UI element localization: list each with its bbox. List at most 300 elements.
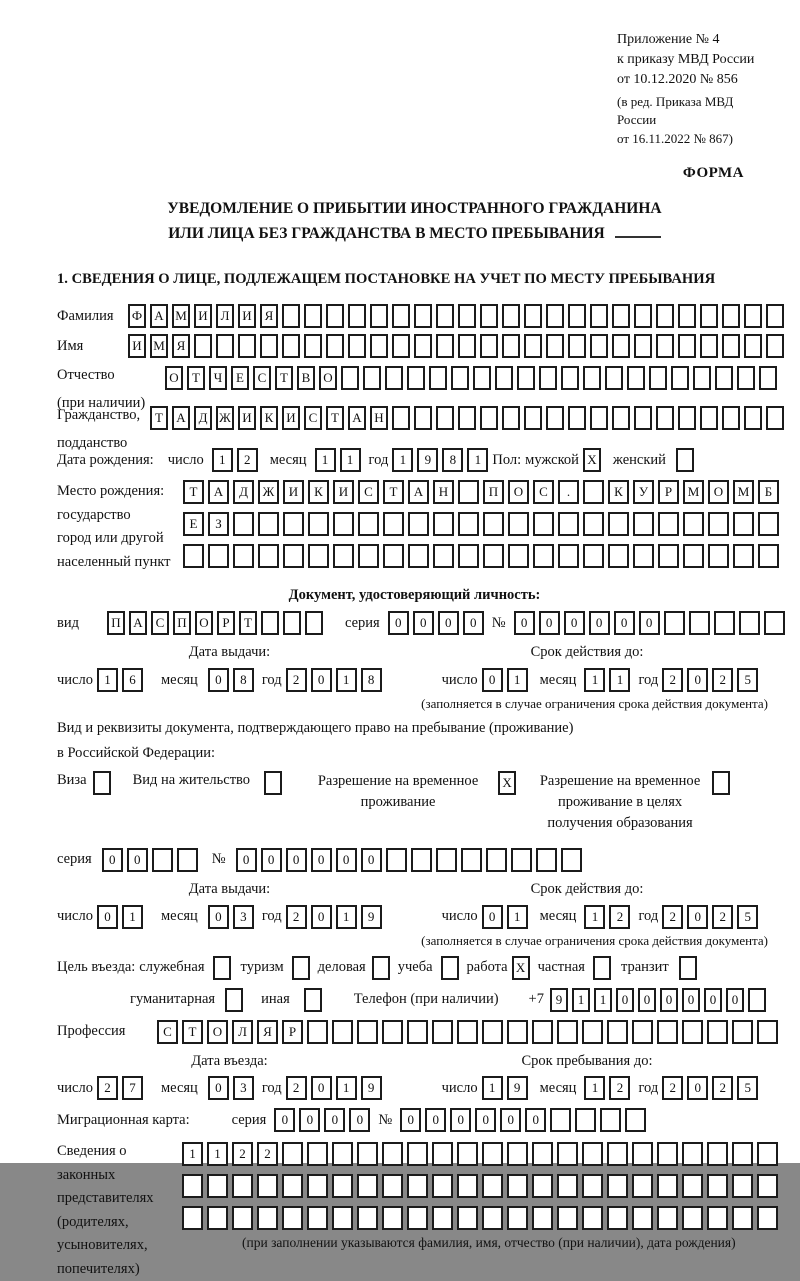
char-cell[interactable] [332,1020,353,1044]
char-cell[interactable] [507,1020,528,1044]
char-cell[interactable] [283,611,301,635]
entry-month-boxes[interactable] [208,1076,258,1100]
char-cell[interactable]: X [498,771,516,795]
name-boxes[interactable] [128,334,788,358]
char-cell[interactable] [458,480,479,504]
char-cell[interactable] [458,406,476,430]
char-cell[interactable]: 0 [261,848,282,872]
char-cell[interactable] [766,304,784,328]
char-cell[interactable]: 1 [507,905,528,929]
char-cell[interactable]: 1 [97,668,118,692]
char-cell[interactable] [482,1174,503,1198]
char-cell[interactable] [407,1142,428,1166]
char-cell[interactable] [656,334,674,358]
char-cell[interactable] [732,1206,753,1230]
char-cell[interactable]: 0 [102,848,123,872]
char-cell[interactable]: 0 [336,848,357,872]
char-cell[interactable]: 9 [507,1076,528,1100]
char-cell[interactable]: Т [275,366,293,390]
char-cell[interactable]: Р [282,1020,303,1044]
char-cell[interactable]: С [253,366,271,390]
char-cell[interactable] [633,544,654,568]
char-cell[interactable]: Л [216,304,234,328]
char-cell[interactable] [678,406,696,430]
char-cell[interactable]: Е [183,512,204,536]
char-cell[interactable]: 0 [400,1108,421,1132]
char-cell[interactable] [590,334,608,358]
char-cell[interactable] [482,1142,503,1166]
char-cell[interactable] [607,1142,628,1166]
char-cell[interactable]: 0 [97,905,118,929]
purpose-work-checkbox[interactable] [512,956,534,980]
char-cell[interactable]: 1 [507,668,528,692]
char-cell[interactable]: К [608,480,629,504]
doc-number-boxes[interactable] [514,611,789,635]
char-cell[interactable]: 8 [361,668,382,692]
char-cell[interactable] [766,406,784,430]
char-cell[interactable] [432,1174,453,1198]
char-cell[interactable] [502,406,520,430]
char-cell[interactable] [524,334,542,358]
char-cell[interactable] [358,512,379,536]
char-cell[interactable]: М [150,334,168,358]
representatives-boxes-row1[interactable] [182,1142,782,1166]
char-cell[interactable]: 2 [286,905,307,929]
char-cell[interactable]: Т [183,480,204,504]
char-cell[interactable] [524,304,542,328]
char-cell[interactable]: 0 [311,905,332,929]
char-cell[interactable]: 5 [737,905,758,929]
char-cell[interactable]: 1 [207,1142,228,1166]
char-cell[interactable] [326,304,344,328]
entry-year-boxes[interactable] [286,1076,386,1100]
char-cell[interactable] [707,1206,728,1230]
char-cell[interactable] [411,848,432,872]
char-cell[interactable] [458,544,479,568]
char-cell[interactable]: С [358,480,379,504]
char-cell[interactable] [304,334,322,358]
char-cell[interactable] [708,544,729,568]
char-cell[interactable] [363,366,381,390]
char-cell[interactable] [757,1142,778,1166]
char-cell[interactable] [732,1142,753,1166]
char-cell[interactable] [536,848,557,872]
entry-day-boxes[interactable] [97,1076,147,1100]
char-cell[interactable] [759,366,777,390]
char-cell[interactable]: 0 [482,905,503,929]
char-cell[interactable]: Д [233,480,254,504]
char-cell[interactable]: 9 [417,448,438,472]
char-cell[interactable] [282,304,300,328]
char-cell[interactable] [682,1206,703,1230]
char-cell[interactable] [382,1206,403,1230]
char-cell[interactable] [436,304,454,328]
stay-day-boxes[interactable] [482,1076,532,1100]
char-cell[interactable]: М [172,304,190,328]
char-cell[interactable] [582,1206,603,1230]
char-cell[interactable]: 2 [257,1142,278,1166]
char-cell[interactable] [232,1206,253,1230]
char-cell[interactable]: 1 [336,1076,357,1100]
char-cell[interactable]: Т [150,406,168,430]
char-cell[interactable]: Т [326,406,344,430]
char-cell[interactable]: 5 [737,1076,758,1100]
char-cell[interactable]: Т [187,366,205,390]
char-cell[interactable] [483,544,504,568]
purpose-official-checkbox[interactable] [213,956,235,980]
char-cell[interactable]: 1 [584,905,605,929]
birth-year-boxes[interactable] [392,448,492,472]
char-cell[interactable] [408,544,429,568]
visa-checkbox[interactable] [93,771,115,795]
char-cell[interactable] [532,1142,553,1166]
char-cell[interactable]: 2 [97,1076,118,1100]
char-cell[interactable]: 2 [712,1076,733,1100]
char-cell[interactable]: 2 [286,668,307,692]
char-cell[interactable]: Я [172,334,190,358]
char-cell[interactable] [308,544,329,568]
char-cell[interactable]: 8 [442,448,463,472]
char-cell[interactable] [216,334,234,358]
char-cell[interactable]: 2 [232,1142,253,1166]
char-cell[interactable] [232,1174,253,1198]
char-cell[interactable] [370,334,388,358]
char-cell[interactable]: 1 [122,905,143,929]
char-cell[interactable] [305,611,323,635]
char-cell[interactable] [744,406,762,430]
char-cell[interactable] [676,448,694,472]
residence-expiry-day-boxes[interactable] [482,905,532,929]
char-cell[interactable]: 0 [438,611,459,635]
char-cell[interactable]: О [165,366,183,390]
birth-day-boxes[interactable] [212,448,262,472]
char-cell[interactable] [700,406,718,430]
char-cell[interactable] [307,1142,328,1166]
char-cell[interactable]: О [508,480,529,504]
char-cell[interactable]: Ф [128,304,146,328]
char-cell[interactable]: 0 [208,1076,229,1100]
char-cell[interactable]: Ж [258,480,279,504]
char-cell[interactable] [383,512,404,536]
expiry-day-boxes[interactable] [482,668,532,692]
char-cell[interactable] [757,1206,778,1230]
char-cell[interactable]: Я [257,1020,278,1044]
char-cell[interactable] [225,988,243,1012]
char-cell[interactable] [258,544,279,568]
char-cell[interactable] [608,544,629,568]
char-cell[interactable]: 2 [286,1076,307,1100]
char-cell[interactable]: 1 [482,1076,503,1100]
char-cell[interactable]: . [558,480,579,504]
char-cell[interactable] [358,544,379,568]
char-cell[interactable] [558,512,579,536]
char-cell[interactable] [282,1174,303,1198]
char-cell[interactable]: 2 [712,668,733,692]
char-cell[interactable] [632,1206,653,1230]
char-cell[interactable] [333,544,354,568]
char-cell[interactable] [683,512,704,536]
char-cell[interactable] [568,406,586,430]
char-cell[interactable] [348,304,366,328]
char-cell[interactable] [407,1206,428,1230]
char-cell[interactable]: 0 [482,668,503,692]
residence-issue-year-boxes[interactable] [286,905,386,929]
char-cell[interactable] [682,1174,703,1198]
char-cell[interactable]: 1 [392,448,413,472]
char-cell[interactable] [348,334,366,358]
char-cell[interactable]: 0 [311,1076,332,1100]
char-cell[interactable] [507,1142,528,1166]
char-cell[interactable]: 0 [236,848,257,872]
char-cell[interactable] [557,1206,578,1230]
char-cell[interactable]: 0 [413,611,434,635]
char-cell[interactable] [414,304,432,328]
phone-boxes[interactable] [550,988,770,1012]
char-cell[interactable] [739,611,760,635]
char-cell[interactable] [508,512,529,536]
char-cell[interactable]: Е [231,366,249,390]
char-cell[interactable] [482,1020,503,1044]
char-cell[interactable]: А [208,480,229,504]
char-cell[interactable]: 0 [638,988,656,1012]
char-cell[interactable] [600,1108,621,1132]
purpose-study-checkbox[interactable] [441,956,463,980]
char-cell[interactable] [722,334,740,358]
residence-expiry-year-boxes[interactable] [662,905,762,929]
char-cell[interactable]: 2 [237,448,258,472]
char-cell[interactable]: 0 [274,1108,295,1132]
char-cell[interactable]: 1 [336,668,357,692]
birth-month-boxes[interactable] [315,448,365,472]
char-cell[interactable] [482,1206,503,1230]
char-cell[interactable]: Ч [209,366,227,390]
char-cell[interactable]: Р [217,611,235,635]
char-cell[interactable] [766,334,784,358]
char-cell[interactable] [283,544,304,568]
issue-day-boxes[interactable] [97,668,147,692]
char-cell[interactable] [733,544,754,568]
char-cell[interactable] [532,1206,553,1230]
char-cell[interactable] [634,334,652,358]
char-cell[interactable] [332,1174,353,1198]
char-cell[interactable] [679,956,697,980]
char-cell[interactable] [385,366,403,390]
char-cell[interactable] [700,334,718,358]
char-cell[interactable]: 1 [315,448,336,472]
char-cell[interactable] [634,406,652,430]
char-cell[interactable]: 1 [609,668,630,692]
char-cell[interactable] [608,512,629,536]
char-cell[interactable] [507,1206,528,1230]
char-cell[interactable]: А [129,611,147,635]
char-cell[interactable] [683,544,704,568]
char-cell[interactable]: 5 [737,668,758,692]
char-cell[interactable] [568,304,586,328]
char-cell[interactable] [182,1174,203,1198]
char-cell[interactable]: К [260,406,278,430]
char-cell[interactable] [758,544,779,568]
residence-issue-day-boxes[interactable] [97,905,147,929]
char-cell[interactable] [583,366,601,390]
birth-place-boxes-row2[interactable] [183,512,783,536]
char-cell[interactable] [744,304,762,328]
char-cell[interactable] [558,544,579,568]
char-cell[interactable]: 6 [122,668,143,692]
char-cell[interactable] [486,848,507,872]
char-cell[interactable]: 0 [616,988,634,1012]
residence-number-boxes[interactable] [236,848,586,872]
char-cell[interactable]: 1 [336,905,357,929]
char-cell[interactable] [582,1174,603,1198]
char-cell[interactable]: И [194,304,212,328]
char-cell[interactable] [758,512,779,536]
char-cell[interactable] [607,1020,628,1044]
char-cell[interactable] [432,1206,453,1230]
char-cell[interactable] [461,848,482,872]
char-cell[interactable] [292,956,310,980]
char-cell[interactable]: Т [239,611,257,635]
char-cell[interactable] [407,366,425,390]
char-cell[interactable] [283,512,304,536]
char-cell[interactable]: 0 [704,988,722,1012]
residence-issue-month-boxes[interactable] [208,905,258,929]
char-cell[interactable] [372,956,390,980]
char-cell[interactable] [304,988,322,1012]
expiry-month-boxes[interactable] [584,668,634,692]
char-cell[interactable] [546,304,564,328]
char-cell[interactable]: А [172,406,190,430]
char-cell[interactable] [357,1206,378,1230]
char-cell[interactable] [495,366,513,390]
char-cell[interactable]: X [512,956,530,980]
char-cell[interactable] [473,366,491,390]
temporary-residence-checkbox[interactable] [498,771,520,795]
char-cell[interactable]: 0 [687,668,708,692]
char-cell[interactable] [737,366,755,390]
char-cell[interactable] [539,366,557,390]
char-cell[interactable] [436,406,454,430]
char-cell[interactable]: 0 [614,611,635,635]
residence-permit-card-checkbox[interactable] [264,771,286,795]
char-cell[interactable]: 0 [450,1108,471,1132]
char-cell[interactable] [177,848,198,872]
char-cell[interactable] [304,304,322,328]
profession-boxes[interactable] [157,1020,782,1044]
char-cell[interactable] [436,848,457,872]
char-cell[interactable]: А [150,304,168,328]
char-cell[interactable] [261,611,279,635]
representatives-boxes-row2[interactable] [182,1174,782,1198]
char-cell[interactable] [392,304,410,328]
char-cell[interactable] [583,512,604,536]
char-cell[interactable] [632,1174,653,1198]
char-cell[interactable]: И [128,334,146,358]
char-cell[interactable]: 0 [500,1108,521,1132]
char-cell[interactable]: 0 [208,668,229,692]
char-cell[interactable] [282,1206,303,1230]
char-cell[interactable]: 0 [514,611,535,635]
char-cell[interactable]: 0 [564,611,585,635]
char-cell[interactable] [664,611,685,635]
char-cell[interactable] [557,1142,578,1166]
char-cell[interactable] [507,1174,528,1198]
char-cell[interactable] [213,956,231,980]
char-cell[interactable]: 2 [662,1076,683,1100]
char-cell[interactable]: 0 [687,1076,708,1100]
char-cell[interactable] [357,1142,378,1166]
char-cell[interactable]: 0 [726,988,744,1012]
char-cell[interactable] [408,512,429,536]
char-cell[interactable] [561,366,579,390]
purpose-humanitarian-checkbox[interactable] [225,988,247,1012]
char-cell[interactable] [457,1206,478,1230]
char-cell[interactable] [682,1142,703,1166]
char-cell[interactable] [707,1174,728,1198]
char-cell[interactable] [436,334,454,358]
char-cell[interactable] [392,334,410,358]
char-cell[interactable] [432,1020,453,1044]
char-cell[interactable]: И [238,304,256,328]
char-cell[interactable]: П [173,611,191,635]
char-cell[interactable]: 0 [311,668,332,692]
char-cell[interactable] [557,1174,578,1198]
char-cell[interactable]: 8 [233,668,254,692]
sex-male-checkbox[interactable] [583,448,605,472]
char-cell[interactable] [451,366,469,390]
birth-place-boxes-row1[interactable] [183,480,783,504]
char-cell[interactable] [714,611,735,635]
char-cell[interactable] [682,1020,703,1044]
char-cell[interactable]: 0 [525,1108,546,1132]
char-cell[interactable]: 1 [467,448,488,472]
char-cell[interactable]: 1 [572,988,590,1012]
char-cell[interactable]: 1 [584,668,605,692]
char-cell[interactable] [382,1174,403,1198]
char-cell[interactable] [546,334,564,358]
char-cell[interactable] [764,611,785,635]
char-cell[interactable] [625,1108,646,1132]
char-cell[interactable]: 0 [127,848,148,872]
char-cell[interactable] [605,366,623,390]
purpose-business-checkbox[interactable] [372,956,394,980]
char-cell[interactable] [307,1020,328,1044]
char-cell[interactable] [502,304,520,328]
char-cell[interactable]: 0 [463,611,484,635]
char-cell[interactable]: 3 [233,1076,254,1100]
char-cell[interactable] [264,771,282,795]
char-cell[interactable]: А [408,480,429,504]
char-cell[interactable] [561,848,582,872]
char-cell[interactable]: Р [658,480,679,504]
char-cell[interactable]: 2 [609,905,630,929]
stay-month-boxes[interactable] [584,1076,634,1100]
char-cell[interactable] [233,544,254,568]
purpose-private-checkbox[interactable] [593,956,615,980]
char-cell[interactable] [700,304,718,328]
char-cell[interactable]: 0 [660,988,678,1012]
char-cell[interactable]: Т [383,480,404,504]
residence-expiry-month-boxes[interactable] [584,905,634,929]
birth-place-boxes-row3[interactable] [183,544,783,568]
char-cell[interactable] [183,544,204,568]
char-cell[interactable] [433,544,454,568]
char-cell[interactable] [233,512,254,536]
char-cell[interactable] [657,1142,678,1166]
char-cell[interactable] [612,334,630,358]
char-cell[interactable] [722,406,740,430]
purpose-transit-checkbox[interactable] [679,956,701,980]
char-cell[interactable] [557,1020,578,1044]
